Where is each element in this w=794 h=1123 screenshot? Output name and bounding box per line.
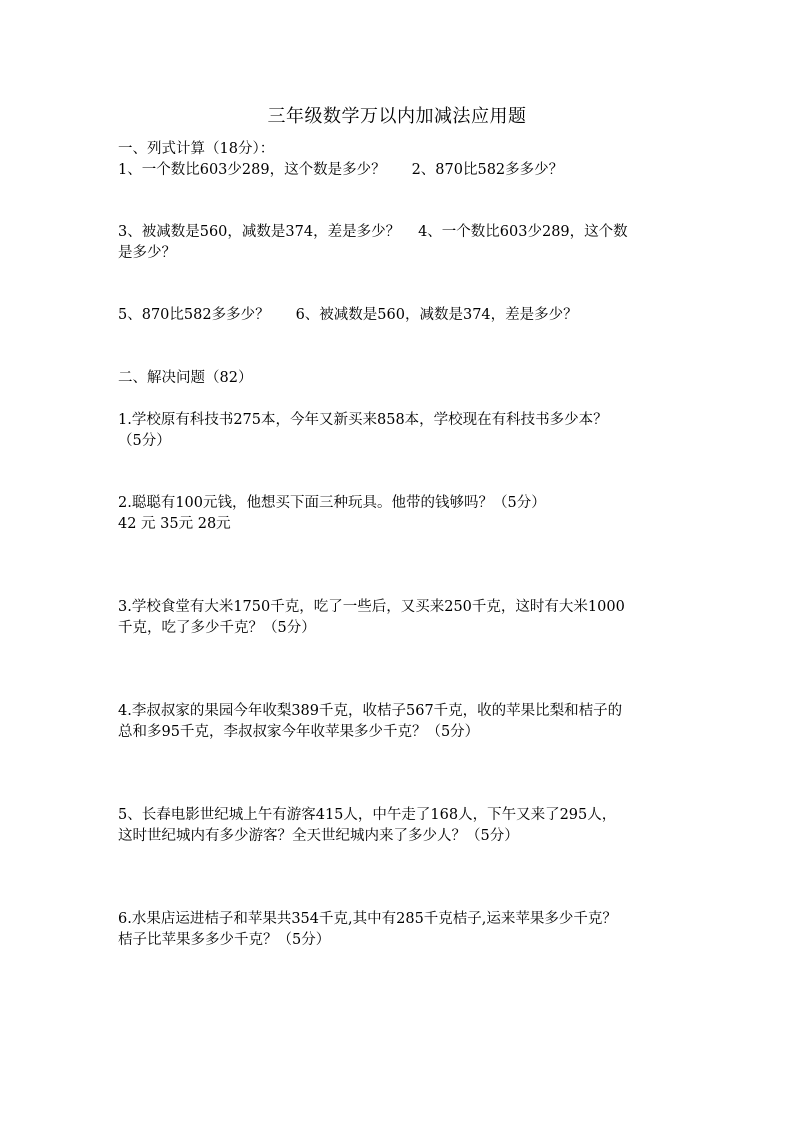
problem-4-line2: 总和多95千克，李叔叔家今年收苹果多少千克？（5分）: [118, 724, 480, 740]
section1-row-1: [118, 160, 683, 181]
problem-1-line2: （5分）: [118, 433, 171, 449]
question-6: 6、被减数是560，减数是374，差是多少？: [295, 307, 578, 323]
problem-2-line1: 2.聪聪有100元钱，他想买下面三种玩具。他带的钱够吗？（5分）: [118, 495, 546, 511]
question-4-part1: 4、一个数比603少289，这个数: [418, 224, 628, 240]
problem-1-line1: 1.学校原有科技书275本，今年又新买来858本，学校现在有科技书多少本？: [118, 412, 608, 428]
section2-heading: 二、解决问题（82）: [118, 370, 253, 386]
problem-6-line1: 6.水果店运进桔子和苹果共354千克,其中有285千克桔子,运来苹果多少千克？: [118, 911, 617, 927]
question-1: 1、一个数比603少289，这个数是多少？: [118, 162, 386, 178]
problem-5-line1: 5、长春电影世纪城上午有游客415人，中午走了168人，下午又来了295人，: [118, 807, 617, 823]
problem-5-line2: 这时世纪城内有多少游客？全天世纪城内来了多少人？（5分）: [118, 828, 519, 844]
problem-3-line2: 千克，吃了多少千克？（5分）: [118, 620, 316, 636]
question-3: 3、被减数是560，减数是374，差是多少？: [118, 224, 401, 240]
question-4-part2: 是多少？: [118, 245, 176, 261]
section1-row-3: [118, 305, 683, 326]
section1-heading: 一、列式计算（18分）：: [118, 141, 275, 157]
problem-2-prices: 42 元 35元 28元: [118, 516, 231, 532]
question-2: 2、870比582多多少？: [411, 162, 564, 178]
question-5: 5、870比582多多少？: [118, 307, 270, 323]
problem-3-line1: 3.学校食堂有大米1750千克，吃了一些后，又买来250千克，这时有大米1000: [118, 599, 625, 615]
page-title: 三年级数学万以内加减法应用题: [267, 106, 527, 127]
section1-row-2: [118, 222, 683, 243]
problem-6-line2: 桔子比苹果多多少千克？（5分）: [118, 932, 331, 948]
problem-4-line1: 4.李叔叔家的果园今年收梨389千克，收桔子567千克，收的苹果比梨和桔子的: [118, 703, 623, 719]
